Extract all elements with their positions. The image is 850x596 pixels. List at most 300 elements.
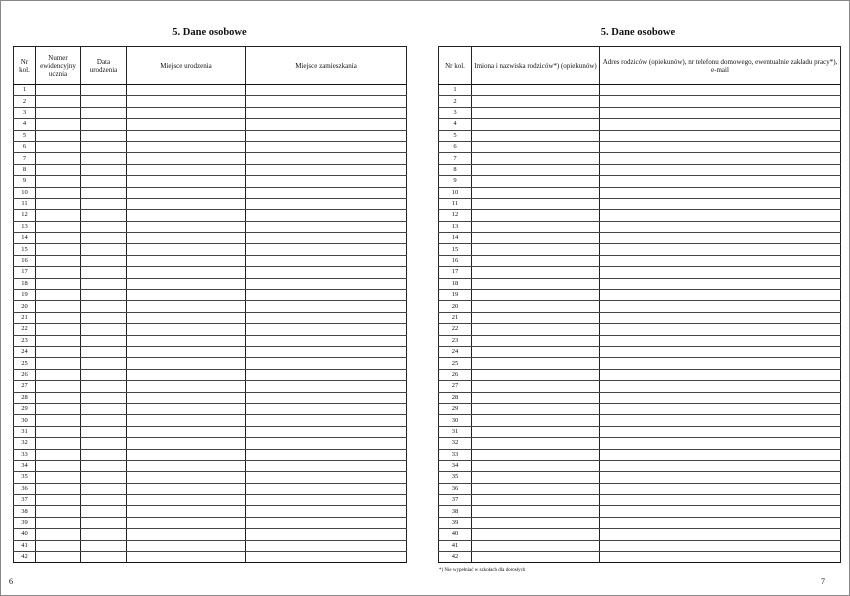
empty-entry-cell[interactable] bbox=[472, 506, 600, 517]
empty-entry-cell[interactable] bbox=[127, 335, 246, 346]
empty-entry-cell[interactable] bbox=[127, 472, 246, 483]
empty-entry-cell[interactable] bbox=[127, 381, 246, 392]
row-number: 33 bbox=[14, 449, 36, 460]
empty-entry-cell[interactable] bbox=[600, 255, 841, 266]
empty-entry-cell[interactable] bbox=[127, 176, 246, 187]
empty-entry-cell[interactable] bbox=[472, 244, 600, 255]
empty-entry-cell[interactable] bbox=[127, 324, 246, 335]
empty-entry-cell[interactable] bbox=[127, 369, 246, 380]
empty-entry-cell[interactable] bbox=[246, 267, 407, 278]
empty-entry-cell[interactable] bbox=[36, 346, 81, 357]
personal-data-table-right bbox=[438, 46, 841, 563]
empty-entry-cell[interactable] bbox=[36, 449, 81, 460]
row-number: 28 bbox=[14, 392, 36, 403]
row-number: 22 bbox=[14, 324, 36, 335]
empty-entry-cell[interactable] bbox=[600, 415, 841, 426]
empty-entry-cell[interactable] bbox=[600, 153, 841, 164]
empty-entry-cell[interactable] bbox=[600, 403, 841, 414]
empty-entry-cell[interactable] bbox=[472, 403, 600, 414]
empty-entry-cell[interactable] bbox=[81, 107, 127, 118]
empty-entry-cell[interactable] bbox=[81, 85, 127, 96]
empty-entry-cell[interactable] bbox=[600, 426, 841, 437]
empty-entry-cell[interactable] bbox=[472, 392, 600, 403]
empty-entry-cell[interactable] bbox=[600, 438, 841, 449]
row-number: 8 bbox=[439, 164, 472, 175]
empty-entry-cell[interactable] bbox=[81, 312, 127, 323]
empty-entry-cell[interactable] bbox=[600, 210, 841, 221]
empty-entry-cell[interactable] bbox=[472, 540, 600, 551]
empty-entry-cell[interactable] bbox=[127, 278, 246, 289]
empty-entry-cell[interactable] bbox=[246, 255, 407, 266]
row-number: 40 bbox=[439, 529, 472, 540]
empty-entry-cell[interactable] bbox=[600, 552, 841, 563]
row-number: 15 bbox=[439, 244, 472, 255]
empty-entry-cell[interactable] bbox=[472, 346, 600, 357]
empty-entry-cell[interactable] bbox=[36, 506, 81, 517]
row-number: 29 bbox=[439, 403, 472, 414]
empty-entry-cell[interactable] bbox=[36, 130, 81, 141]
empty-entry-cell[interactable] bbox=[127, 358, 246, 369]
row-number: 18 bbox=[14, 278, 36, 289]
empty-entry-cell[interactable] bbox=[600, 495, 841, 506]
table-row bbox=[439, 415, 841, 426]
empty-entry-cell[interactable] bbox=[81, 96, 127, 107]
empty-entry-cell[interactable] bbox=[127, 85, 246, 96]
empty-entry-cell[interactable] bbox=[36, 153, 81, 164]
empty-entry-cell[interactable] bbox=[600, 96, 841, 107]
empty-entry-cell[interactable] bbox=[81, 130, 127, 141]
empty-entry-cell[interactable] bbox=[246, 552, 407, 563]
table-row bbox=[439, 483, 841, 494]
empty-entry-cell[interactable] bbox=[127, 392, 246, 403]
row-number: 12 bbox=[14, 210, 36, 221]
column-header-parents-names: Imiona i nazwiska rodziców*) (opiekunów) bbox=[472, 47, 600, 85]
empty-entry-cell[interactable] bbox=[600, 506, 841, 517]
empty-entry-cell[interactable] bbox=[81, 176, 127, 187]
empty-entry-cell[interactable] bbox=[36, 472, 81, 483]
empty-entry-cell[interactable] bbox=[36, 552, 81, 563]
empty-entry-cell[interactable] bbox=[81, 517, 127, 528]
empty-entry-cell[interactable] bbox=[127, 552, 246, 563]
empty-entry-cell[interactable] bbox=[81, 460, 127, 471]
empty-entry-cell[interactable] bbox=[246, 506, 407, 517]
empty-entry-cell[interactable] bbox=[246, 460, 407, 471]
empty-entry-cell[interactable] bbox=[246, 438, 407, 449]
empty-entry-cell[interactable] bbox=[36, 210, 81, 221]
empty-entry-cell[interactable] bbox=[246, 529, 407, 540]
empty-entry-cell[interactable] bbox=[600, 335, 841, 346]
empty-entry-cell[interactable] bbox=[127, 403, 246, 414]
empty-entry-cell[interactable] bbox=[81, 449, 127, 460]
empty-entry-cell[interactable] bbox=[246, 233, 407, 244]
empty-entry-cell[interactable] bbox=[472, 267, 600, 278]
empty-entry-cell[interactable] bbox=[36, 415, 81, 426]
empty-entry-cell[interactable] bbox=[472, 210, 600, 221]
empty-entry-cell[interactable] bbox=[600, 529, 841, 540]
empty-entry-cell[interactable] bbox=[81, 403, 127, 414]
empty-entry-cell[interactable] bbox=[127, 141, 246, 152]
empty-entry-cell[interactable] bbox=[600, 290, 841, 301]
empty-entry-cell[interactable] bbox=[81, 335, 127, 346]
empty-entry-cell[interactable] bbox=[246, 358, 407, 369]
table-row bbox=[14, 426, 407, 437]
empty-entry-cell[interactable] bbox=[127, 312, 246, 323]
empty-entry-cell[interactable] bbox=[472, 164, 600, 175]
empty-entry-cell[interactable] bbox=[81, 506, 127, 517]
column-header-birth-date: Data urodzenia bbox=[81, 47, 127, 85]
empty-entry-cell[interactable] bbox=[246, 278, 407, 289]
empty-entry-cell[interactable] bbox=[36, 85, 81, 96]
empty-entry-cell[interactable] bbox=[36, 312, 81, 323]
empty-entry-cell[interactable] bbox=[472, 198, 600, 209]
table-row bbox=[14, 369, 407, 380]
empty-entry-cell[interactable] bbox=[127, 119, 246, 130]
empty-entry-cell[interactable] bbox=[36, 483, 81, 494]
empty-entry-cell[interactable] bbox=[246, 346, 407, 357]
empty-entry-cell[interactable] bbox=[36, 107, 81, 118]
empty-entry-cell[interactable] bbox=[36, 164, 81, 175]
empty-entry-cell[interactable] bbox=[246, 119, 407, 130]
empty-entry-cell[interactable] bbox=[600, 483, 841, 494]
empty-entry-cell[interactable] bbox=[246, 198, 407, 209]
empty-entry-cell[interactable] bbox=[81, 324, 127, 335]
empty-entry-cell[interactable] bbox=[472, 130, 600, 141]
empty-entry-cell[interactable] bbox=[600, 449, 841, 460]
empty-entry-cell[interactable] bbox=[246, 449, 407, 460]
empty-entry-cell[interactable] bbox=[472, 335, 600, 346]
empty-entry-cell[interactable] bbox=[127, 506, 246, 517]
empty-entry-cell[interactable] bbox=[127, 495, 246, 506]
empty-entry-cell[interactable] bbox=[127, 483, 246, 494]
table-row bbox=[14, 506, 407, 517]
empty-entry-cell[interactable] bbox=[472, 358, 600, 369]
empty-entry-cell[interactable] bbox=[127, 198, 246, 209]
empty-entry-cell[interactable] bbox=[600, 107, 841, 118]
empty-entry-cell[interactable] bbox=[472, 278, 600, 289]
empty-entry-cell[interactable] bbox=[127, 290, 246, 301]
empty-entry-cell[interactable] bbox=[36, 324, 81, 335]
empty-entry-cell[interactable] bbox=[81, 358, 127, 369]
table-row bbox=[14, 107, 407, 118]
empty-entry-cell[interactable] bbox=[36, 221, 81, 232]
empty-entry-cell[interactable] bbox=[81, 153, 127, 164]
row-number: 5 bbox=[14, 130, 36, 141]
empty-entry-cell[interactable] bbox=[472, 119, 600, 130]
empty-entry-cell[interactable] bbox=[127, 517, 246, 528]
empty-entry-cell[interactable] bbox=[127, 153, 246, 164]
empty-entry-cell[interactable] bbox=[36, 392, 81, 403]
empty-entry-cell[interactable] bbox=[472, 85, 600, 96]
empty-entry-cell[interactable] bbox=[472, 381, 600, 392]
empty-entry-cell[interactable] bbox=[246, 176, 407, 187]
empty-entry-cell[interactable] bbox=[81, 233, 127, 244]
empty-entry-cell[interactable] bbox=[127, 107, 246, 118]
empty-entry-cell[interactable] bbox=[127, 210, 246, 221]
empty-entry-cell[interactable] bbox=[36, 403, 81, 414]
empty-entry-cell[interactable] bbox=[600, 358, 841, 369]
table-row bbox=[439, 506, 841, 517]
empty-entry-cell[interactable] bbox=[472, 369, 600, 380]
empty-entry-cell[interactable] bbox=[81, 392, 127, 403]
empty-entry-cell[interactable] bbox=[36, 438, 81, 449]
empty-entry-cell[interactable] bbox=[36, 460, 81, 471]
empty-entry-cell[interactable] bbox=[81, 415, 127, 426]
row-number: 37 bbox=[439, 495, 472, 506]
empty-entry-cell[interactable] bbox=[81, 290, 127, 301]
empty-entry-cell[interactable] bbox=[600, 119, 841, 130]
empty-entry-cell[interactable] bbox=[81, 267, 127, 278]
empty-entry-cell[interactable] bbox=[246, 312, 407, 323]
empty-entry-cell[interactable] bbox=[600, 460, 841, 471]
empty-entry-cell[interactable] bbox=[81, 529, 127, 540]
row-number: 1 bbox=[439, 85, 472, 96]
row-number: 26 bbox=[439, 369, 472, 380]
empty-entry-cell[interactable] bbox=[246, 210, 407, 221]
table-row bbox=[439, 278, 841, 289]
empty-entry-cell[interactable] bbox=[81, 278, 127, 289]
table-row bbox=[14, 324, 407, 335]
empty-entry-cell[interactable] bbox=[246, 153, 407, 164]
row-number: 6 bbox=[439, 141, 472, 152]
empty-entry-cell[interactable] bbox=[600, 233, 841, 244]
empty-entry-cell[interactable] bbox=[472, 529, 600, 540]
table-row bbox=[14, 290, 407, 301]
empty-entry-cell[interactable] bbox=[246, 392, 407, 403]
table-row bbox=[14, 96, 407, 107]
empty-entry-cell[interactable] bbox=[127, 438, 246, 449]
row-number: 21 bbox=[14, 312, 36, 323]
empty-entry-cell[interactable] bbox=[472, 312, 600, 323]
empty-entry-cell[interactable] bbox=[472, 96, 600, 107]
empty-entry-cell[interactable] bbox=[81, 164, 127, 175]
table-row bbox=[439, 392, 841, 403]
empty-entry-cell[interactable] bbox=[81, 369, 127, 380]
empty-entry-cell[interactable] bbox=[246, 335, 407, 346]
empty-entry-cell[interactable] bbox=[81, 187, 127, 198]
empty-entry-cell[interactable] bbox=[36, 540, 81, 551]
empty-entry-cell[interactable] bbox=[472, 107, 600, 118]
table-row bbox=[14, 495, 407, 506]
empty-entry-cell[interactable] bbox=[246, 290, 407, 301]
empty-entry-cell[interactable] bbox=[472, 449, 600, 460]
empty-entry-cell[interactable] bbox=[246, 472, 407, 483]
empty-entry-cell[interactable] bbox=[127, 267, 246, 278]
empty-entry-cell[interactable] bbox=[600, 244, 841, 255]
empty-entry-cell[interactable] bbox=[81, 346, 127, 357]
empty-entry-cell[interactable] bbox=[246, 187, 407, 198]
empty-entry-cell[interactable] bbox=[600, 472, 841, 483]
empty-entry-cell[interactable] bbox=[127, 130, 246, 141]
empty-entry-cell[interactable] bbox=[246, 324, 407, 335]
empty-entry-cell[interactable] bbox=[472, 517, 600, 528]
empty-entry-cell[interactable] bbox=[127, 255, 246, 266]
table-row bbox=[14, 460, 407, 471]
empty-entry-cell[interactable] bbox=[36, 517, 81, 528]
empty-entry-cell[interactable] bbox=[246, 403, 407, 414]
table-row bbox=[14, 119, 407, 130]
empty-entry-cell[interactable] bbox=[600, 141, 841, 152]
empty-entry-cell[interactable] bbox=[36, 301, 81, 312]
table-row bbox=[439, 290, 841, 301]
empty-entry-cell[interactable] bbox=[600, 346, 841, 357]
empty-entry-cell[interactable] bbox=[127, 426, 246, 437]
empty-entry-cell[interactable] bbox=[600, 85, 841, 96]
empty-entry-cell[interactable] bbox=[472, 141, 600, 152]
empty-entry-cell[interactable] bbox=[600, 540, 841, 551]
empty-entry-cell[interactable] bbox=[246, 495, 407, 506]
empty-entry-cell[interactable] bbox=[246, 426, 407, 437]
empty-entry-cell[interactable] bbox=[600, 324, 841, 335]
empty-entry-cell[interactable] bbox=[600, 164, 841, 175]
table-row bbox=[14, 346, 407, 357]
empty-entry-cell[interactable] bbox=[36, 244, 81, 255]
empty-entry-cell[interactable] bbox=[81, 301, 127, 312]
empty-entry-cell[interactable] bbox=[36, 96, 81, 107]
table-row bbox=[439, 346, 841, 357]
empty-entry-cell[interactable] bbox=[127, 244, 246, 255]
empty-entry-cell[interactable] bbox=[246, 483, 407, 494]
empty-entry-cell[interactable] bbox=[472, 233, 600, 244]
empty-entry-cell[interactable] bbox=[600, 381, 841, 392]
empty-entry-cell[interactable] bbox=[81, 119, 127, 130]
empty-entry-cell[interactable] bbox=[246, 130, 407, 141]
empty-entry-cell[interactable] bbox=[127, 415, 246, 426]
empty-entry-cell[interactable] bbox=[36, 369, 81, 380]
empty-entry-cell[interactable] bbox=[600, 198, 841, 209]
empty-entry-cell[interactable] bbox=[127, 346, 246, 357]
empty-entry-cell[interactable] bbox=[127, 529, 246, 540]
empty-entry-cell[interactable] bbox=[246, 96, 407, 107]
empty-entry-cell[interactable] bbox=[81, 221, 127, 232]
empty-entry-cell[interactable] bbox=[246, 85, 407, 96]
empty-entry-cell[interactable] bbox=[81, 381, 127, 392]
empty-entry-cell[interactable] bbox=[81, 198, 127, 209]
empty-entry-cell[interactable] bbox=[36, 198, 81, 209]
empty-entry-cell[interactable] bbox=[127, 460, 246, 471]
empty-entry-cell[interactable] bbox=[472, 255, 600, 266]
empty-entry-cell[interactable] bbox=[600, 312, 841, 323]
empty-entry-cell[interactable] bbox=[81, 141, 127, 152]
empty-entry-cell[interactable] bbox=[472, 301, 600, 312]
empty-entry-cell[interactable] bbox=[81, 438, 127, 449]
row-number: 28 bbox=[439, 392, 472, 403]
empty-entry-cell[interactable] bbox=[36, 335, 81, 346]
row-number: 8 bbox=[14, 164, 36, 175]
table-row bbox=[14, 267, 407, 278]
empty-entry-cell[interactable] bbox=[36, 119, 81, 130]
empty-entry-cell[interactable] bbox=[127, 449, 246, 460]
empty-entry-cell[interactable] bbox=[600, 369, 841, 380]
empty-entry-cell[interactable] bbox=[36, 290, 81, 301]
empty-entry-cell[interactable] bbox=[127, 233, 246, 244]
empty-entry-cell[interactable] bbox=[81, 244, 127, 255]
empty-entry-cell[interactable] bbox=[600, 392, 841, 403]
empty-entry-cell[interactable] bbox=[600, 176, 841, 187]
row-number: 14 bbox=[439, 233, 472, 244]
empty-entry-cell[interactable] bbox=[246, 381, 407, 392]
empty-entry-cell[interactable] bbox=[36, 426, 81, 437]
empty-entry-cell[interactable] bbox=[81, 426, 127, 437]
empty-entry-cell[interactable] bbox=[127, 96, 246, 107]
page-number: 7 bbox=[821, 577, 825, 586]
empty-entry-cell[interactable] bbox=[246, 141, 407, 152]
empty-entry-cell[interactable] bbox=[127, 187, 246, 198]
empty-entry-cell[interactable] bbox=[127, 164, 246, 175]
row-number: 36 bbox=[439, 483, 472, 494]
empty-entry-cell[interactable] bbox=[600, 278, 841, 289]
empty-entry-cell[interactable] bbox=[472, 426, 600, 437]
empty-entry-cell[interactable] bbox=[246, 164, 407, 175]
empty-entry-cell[interactable] bbox=[127, 301, 246, 312]
empty-entry-cell[interactable] bbox=[81, 483, 127, 494]
column-header-residence: Miejsce zamieszkania bbox=[246, 47, 407, 85]
empty-entry-cell[interactable] bbox=[246, 244, 407, 255]
empty-entry-cell[interactable] bbox=[600, 130, 841, 141]
empty-entry-cell[interactable] bbox=[246, 221, 407, 232]
empty-entry-cell[interactable] bbox=[36, 187, 81, 198]
empty-entry-cell[interactable] bbox=[472, 472, 600, 483]
empty-entry-cell[interactable] bbox=[246, 540, 407, 551]
empty-entry-cell[interactable] bbox=[472, 552, 600, 563]
empty-entry-cell[interactable] bbox=[472, 495, 600, 506]
empty-entry-cell[interactable] bbox=[600, 517, 841, 528]
row-number: 17 bbox=[439, 267, 472, 278]
empty-entry-cell[interactable] bbox=[472, 153, 600, 164]
empty-entry-cell[interactable] bbox=[81, 472, 127, 483]
empty-entry-cell[interactable] bbox=[600, 221, 841, 232]
empty-entry-cell[interactable] bbox=[127, 221, 246, 232]
empty-entry-cell[interactable] bbox=[81, 255, 127, 266]
empty-entry-cell[interactable] bbox=[600, 267, 841, 278]
column-header-parents-address: Adres rodziców (opiekunów), nr telefonu domowego, ewentualnie zakładu pracy*), e-mail bbox=[600, 47, 841, 85]
empty-entry-cell[interactable] bbox=[36, 255, 81, 266]
row-number: 41 bbox=[439, 540, 472, 551]
empty-entry-cell[interactable] bbox=[472, 460, 600, 471]
empty-entry-cell[interactable] bbox=[472, 221, 600, 232]
empty-entry-cell[interactable] bbox=[246, 107, 407, 118]
empty-entry-cell[interactable] bbox=[36, 278, 81, 289]
empty-entry-cell[interactable] bbox=[472, 415, 600, 426]
empty-entry-cell[interactable] bbox=[472, 290, 600, 301]
empty-entry-cell[interactable] bbox=[36, 358, 81, 369]
empty-entry-cell[interactable] bbox=[36, 176, 81, 187]
empty-entry-cell[interactable] bbox=[246, 415, 407, 426]
empty-entry-cell[interactable] bbox=[36, 267, 81, 278]
empty-entry-cell[interactable] bbox=[36, 529, 81, 540]
empty-entry-cell[interactable] bbox=[36, 381, 81, 392]
empty-entry-cell[interactable] bbox=[81, 495, 127, 506]
empty-entry-cell[interactable] bbox=[246, 301, 407, 312]
empty-entry-cell[interactable] bbox=[81, 552, 127, 563]
empty-entry-cell[interactable] bbox=[36, 495, 81, 506]
empty-entry-cell[interactable] bbox=[472, 176, 600, 187]
row-number: 33 bbox=[439, 449, 472, 460]
empty-entry-cell[interactable] bbox=[472, 187, 600, 198]
empty-entry-cell[interactable] bbox=[472, 438, 600, 449]
empty-entry-cell[interactable] bbox=[246, 369, 407, 380]
empty-entry-cell[interactable] bbox=[472, 483, 600, 494]
empty-entry-cell[interactable] bbox=[81, 210, 127, 221]
empty-entry-cell[interactable] bbox=[36, 233, 81, 244]
empty-entry-cell[interactable] bbox=[36, 141, 81, 152]
empty-entry-cell[interactable] bbox=[81, 540, 127, 551]
row-number: 13 bbox=[14, 221, 36, 232]
empty-entry-cell[interactable] bbox=[600, 301, 841, 312]
empty-entry-cell[interactable] bbox=[472, 324, 600, 335]
empty-entry-cell[interactable] bbox=[246, 517, 407, 528]
empty-entry-cell[interactable] bbox=[127, 540, 246, 551]
empty-entry-cell[interactable] bbox=[600, 187, 841, 198]
